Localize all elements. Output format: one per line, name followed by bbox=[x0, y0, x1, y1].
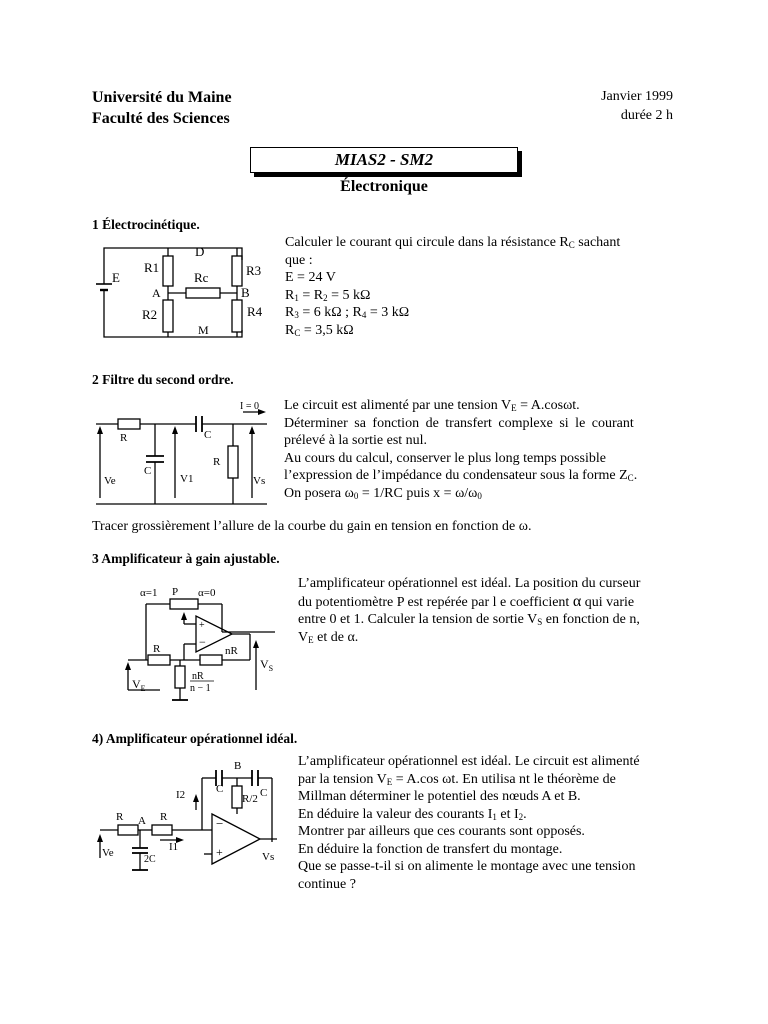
label-i-zero: I = 0 bbox=[240, 401, 259, 412]
label-r1: R1 bbox=[144, 260, 160, 275]
label-node-b: B bbox=[241, 285, 250, 300]
label-r3: R3 bbox=[246, 263, 262, 278]
label-vs: Vs bbox=[262, 851, 275, 863]
label-node-b: B bbox=[234, 760, 242, 772]
label-c-right: C bbox=[260, 787, 268, 799]
bridge-circuit-diagram bbox=[92, 240, 277, 345]
ideal-opamp-diagram bbox=[92, 758, 292, 878]
label-r: R bbox=[153, 643, 161, 655]
label-i1: I1 bbox=[169, 841, 179, 853]
section-4-heading: 4) Amplificateur opérationnel idéal. bbox=[92, 731, 298, 746]
label-opamp-minus: − bbox=[199, 635, 206, 649]
exam-duration: durée 2 h bbox=[620, 108, 673, 123]
label-alpha-0: α=0 bbox=[198, 587, 216, 599]
label-r-series: R bbox=[120, 432, 128, 444]
label-node-m: M bbox=[198, 323, 209, 337]
adjustable-gain-amp-diagram bbox=[120, 580, 285, 710]
label-c-left: C bbox=[216, 783, 224, 795]
section-3-statement: L’amplificateur opérationnel est idéal. La position du curseur du potentiomètre P est repérée par l e coefficient α qui varie entre 0 et 1. Calculer la tension de sortie $V_S$ en fonction de n, $V_E$ et de α. bbox=[298, 576, 641, 645]
label-r-second: R bbox=[160, 811, 168, 823]
label-nr-fraction-bottom: n − 1 bbox=[190, 683, 211, 694]
faculty-name: Faculté des Sciences bbox=[92, 110, 230, 127]
section-4-statement: L’amplificateur opérationnel est idéal. Le circuit est alimenté par la tension $V_E = A.\cos$ ωt. En utilisa nt le théorème de Millman déterminer le potentiel des nœuds A et B. En déduire la valeur des courants $I_1$ et $I_2$. Montrer par ailleurs que ces courants sont opposés. En déduire la fonction de transfert du montage. Que se passe-t-il si on alimente le montage avec une tension continue ? bbox=[298, 754, 640, 892]
university-name: Université du Maine bbox=[92, 89, 232, 106]
label-opamp-plus: + bbox=[216, 845, 223, 859]
label-pot-p: P bbox=[172, 586, 179, 598]
label-opamp-minus: − bbox=[216, 816, 224, 831]
label-v1: V1 bbox=[180, 473, 194, 485]
course-title-box: MIAS2 - SM2 bbox=[250, 147, 518, 173]
label-i2: I2 bbox=[176, 789, 186, 801]
label-vs: Vs bbox=[253, 475, 266, 487]
label-e: E bbox=[112, 270, 120, 285]
section-1-statement: Calculer le courant qui circule dans la résistance $R_C$ sachant que : E = 24 V $R_1 = R_2 = 5$ kΩ $R_3 = 6$ kΩ ; $R_4 = 3$ kΩ $R_C = 3,5$ kΩ bbox=[285, 235, 621, 338]
label-node-d: D bbox=[195, 244, 205, 259]
section-2-footer: Tracer grossièrement l’allure de la courbe du gain en tension en fonction de ω. bbox=[92, 519, 532, 534]
label-ve: Ve bbox=[102, 847, 114, 859]
section-2-statement: Le circuit est alimenté par une tension $V_E = A.\cos\omega t$. Déterminer sa fonction de transfert complexe si le courant prélevé à la sortie est nul. Au cours du calcul, conserver le plus long temps possible l’expression de l’impédance du condensateur sous la forme $Z_C$. On posera $\omega_0 = 1/RC$ puis $x = \omega/\omega_0$ bbox=[284, 398, 638, 501]
label-r-shunt: R bbox=[213, 456, 221, 468]
label-rc: Rc bbox=[194, 270, 209, 285]
label-nr: nR bbox=[225, 645, 238, 657]
label-r2: R2 bbox=[142, 307, 158, 322]
label-2c: 2C bbox=[144, 854, 156, 865]
section-1-heading: 1 Électrocinétique. bbox=[92, 217, 200, 232]
label-c-series: C bbox=[204, 429, 212, 441]
label-node-a: A bbox=[152, 286, 161, 300]
second-order-filter-diagram bbox=[92, 398, 282, 508]
label-ve: Ve bbox=[104, 475, 116, 487]
label-r-half: R/2 bbox=[242, 793, 258, 805]
label-r-input: R bbox=[116, 811, 124, 823]
label-vs: $V_S$ bbox=[260, 657, 274, 673]
label-ve: $V_E$ bbox=[132, 677, 146, 693]
label-c-shunt: C bbox=[144, 465, 152, 477]
section-2-heading: 2 Filtre du second ordre. bbox=[92, 372, 234, 387]
label-opamp-plus: + bbox=[199, 620, 205, 631]
label-nr-fraction-top: nR bbox=[192, 671, 204, 682]
label-r4: R4 bbox=[247, 304, 263, 319]
exam-date: Janvier 1999 bbox=[601, 89, 673, 104]
subject-title: Électronique bbox=[340, 178, 428, 195]
label-alpha-1: α=1 bbox=[140, 587, 158, 599]
section-3-heading: 3 Amplificateur à gain ajustable. bbox=[92, 551, 280, 566]
label-node-a: A bbox=[138, 815, 146, 827]
